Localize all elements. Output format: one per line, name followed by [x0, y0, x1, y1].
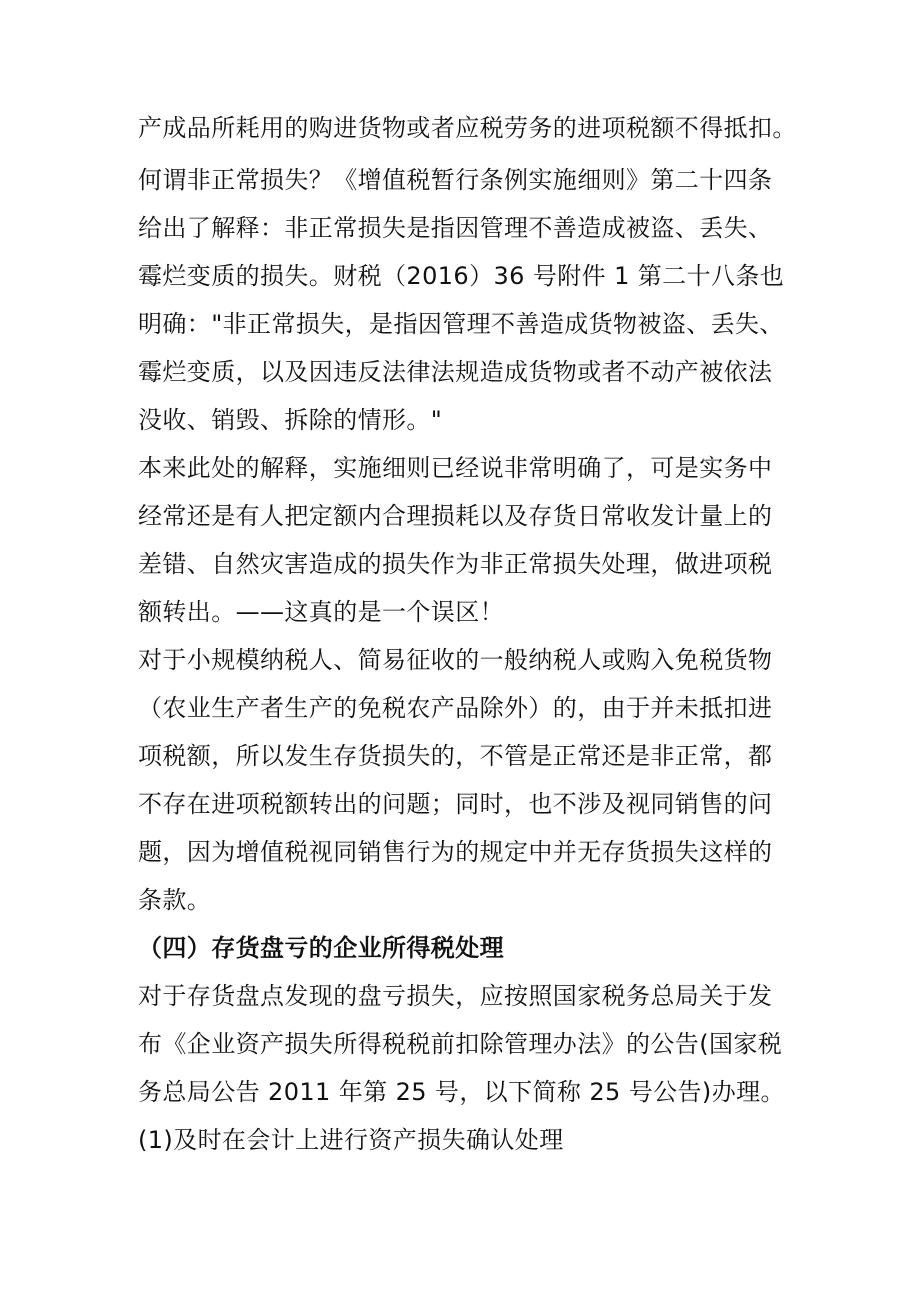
text-line: 没收、销毁、拆除的情形。" [138, 406, 443, 434]
text-line: 条款。 [138, 886, 212, 914]
text-line: 对于存货盘点发现的盘亏损失，应按照国家税务总局关于发 [138, 982, 773, 1010]
text-line: 项税额，所以发生存货损失的，不管是正常还是非正常，都 [138, 742, 773, 770]
text-line: 对于小规模纳税人、简易征收的一般纳税人或购入免税货物 [138, 646, 773, 674]
text-line: 明确："非正常损失，是指因管理不善造成货物被盗、丢失、 [138, 310, 784, 338]
text-line: 不存在进项税额转出的问题；同时，也不涉及视同销售的问 [138, 790, 773, 818]
text-line: 何谓非正常损失？《增值税暂行条例实施细则》第二十四条 [138, 166, 773, 194]
text-line: 产成品所耗用的购进货物或者应税劳务的进项税额不得抵扣。 [138, 114, 797, 142]
text-line: 差错、自然灾害造成的损失作为非正常损失处理，做进项税 [138, 550, 773, 578]
section-heading: （四）存货盘亏的企业所得税处理 [138, 934, 504, 962]
text-line: 本来此处的解释，实施细则已经说非常明确了，可是实务中 [138, 454, 773, 482]
text-line: 经常还是有人把定额内合理损耗以及存货日常收发计量上的 [138, 502, 773, 530]
text-line: 给出了解释：非正常损失是指因管理不善造成被盗、丢失、 [138, 214, 773, 242]
text-line: 霉烂变质，以及因违反法律法规造成货物或者不动产被依法 [138, 358, 773, 386]
text-line: 霉烂变质的损失。财税（2016）36 号附件 1 第二十八条也 [138, 262, 785, 290]
text-line: 布《企业资产损失所得税税前扣除管理办法》的公告(国家税 [138, 1030, 783, 1058]
text-line: 额转出。——这真的是一个误区！ [138, 598, 504, 626]
text-line: （农业生产者生产的免税农产品除外）的，由于并未抵扣进 [138, 694, 773, 722]
text-line: (1)及时在会计上进行资产损失确认处理 [138, 1126, 564, 1154]
text-line: 题，因为增值税视同销售行为的规定中并无存货损失这样的 [138, 838, 773, 866]
text-line: 务总局公告 2011 年第 25 号，以下简称 25 号公告)办理。 [138, 1078, 785, 1106]
